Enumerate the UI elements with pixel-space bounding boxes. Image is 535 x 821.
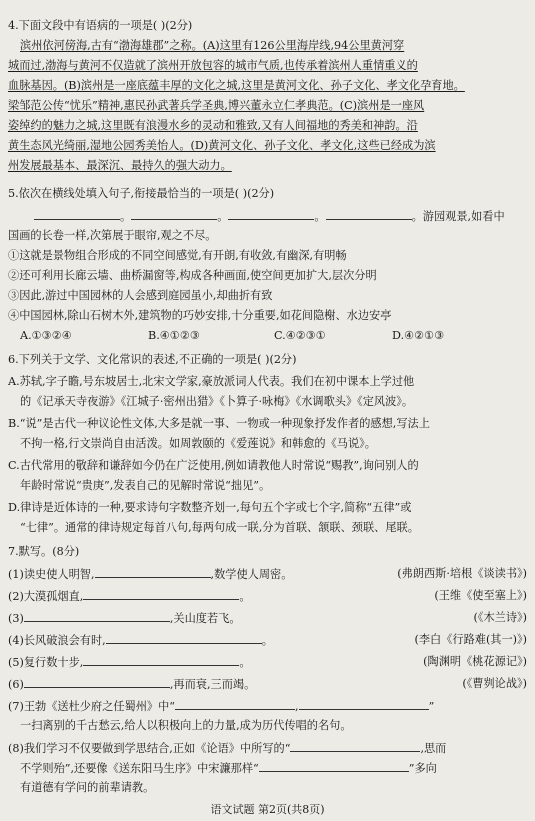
- q7-item-8-end: 有道德有学问的前辈请教。: [20, 781, 155, 794]
- q6-stem: 6.下列关于文学、文化常识的表述,不正确的一项是( )(2分): [8, 353, 297, 366]
- answer-blank[interactable]: [106, 632, 262, 644]
- answer-blank[interactable]: [299, 698, 429, 710]
- q7-item-2: (2)大漠孤烟直, 。 (王维《使至塞上》): [8, 589, 527, 603]
- q7-text: (7)王勃《送杜少府之任蜀州》中“: [8, 700, 176, 713]
- q7-source: (陶渊明《桃花源记》): [423, 655, 527, 668]
- q7-text: 不学则殆”,还要像《送东阳马生序》中宋濂那样“: [20, 762, 259, 775]
- q7-item-3: [8, 610, 527, 626]
- q6-option-d-2: “七律”。通常的律诗规定每首八句,每两句成一联,分为首联、颔联、颈联、尾联。: [20, 521, 419, 534]
- q7-text: (5)复行数十步,: [8, 656, 84, 669]
- q7-item-8-cont: [20, 760, 527, 776]
- answer-blank[interactable]: [24, 610, 170, 622]
- q7-text: ”: [428, 700, 435, 713]
- q5-sentence-2: ②还可利用长廊云墙、曲桥漏窗等,构成各种画面,使空间更加扩大,层次分明: [8, 269, 377, 282]
- q4-text: 姿绰约的魅力之城,这里既有浪漫水乡的灵动和雅致,又有人间福地的秀美和神韵。沿: [8, 119, 418, 132]
- blank[interactable]: [228, 208, 314, 220]
- q7-text: (6): [8, 678, 24, 691]
- answer-blank[interactable]: [83, 588, 239, 600]
- q5-line-1: 。 。 。 。游园观景,如看中: [8, 208, 527, 224]
- q7-item-7: [8, 698, 527, 714]
- q4-line-1: [20, 38, 527, 54]
- q6-option-b-2: 不拘一格,行文崇尚自由活泼。如周敦颐的《爱莲说》和韩愈的《马说》。: [20, 437, 376, 450]
- q4-text: 梁邹范公传“忧乐”精神,惠民孙武著兵学圣典,博兴董永立仁孝典范。(C)滨州是一座风: [8, 99, 425, 112]
- q7-text: (3): [8, 612, 24, 625]
- answer-blank[interactable]: [83, 654, 239, 666]
- q7-text: (1)读史使人明智,: [8, 568, 95, 581]
- blank[interactable]: [34, 208, 120, 220]
- q4-line-7: [8, 158, 527, 174]
- q7-source: (《曹刿论战》): [462, 677, 527, 690]
- answer-blank[interactable]: [290, 740, 420, 752]
- q7-text: ,再而衰,三而竭。: [169, 678, 256, 691]
- q4-line-6: [8, 138, 527, 154]
- q6-option-c-2: 年龄时常说“贵庚”,发表自己的见解时常说“拙见”。: [20, 479, 271, 492]
- q7-source: (弗朗西斯·培根《谈读书》): [397, 567, 527, 580]
- q7-stem: 7.默写。(8分): [8, 545, 80, 558]
- q7-text: (8)我们学习不仅要做到学思结合,正如《论语》中所写的“: [8, 742, 291, 755]
- q7-text: ,: [295, 700, 299, 713]
- q5-option-d: D.④②①③: [392, 329, 445, 342]
- blank[interactable]: [326, 208, 412, 220]
- q4-line-5: [8, 118, 527, 134]
- q7-source: (李白《行路难(其一)》): [414, 633, 527, 646]
- q7-source: (《木兰诗》): [473, 611, 527, 624]
- q5-sentence-1: ①这就是景物组合形成的不同空间感觉,有开朗,有收敛,有幽深,有明畅: [8, 249, 347, 262]
- q7-item-7-cont: 一扫离别的千古愁云,给人以积极向上的力量,成为历代传唱的名句。: [20, 719, 352, 732]
- q6-option-b-1: B.“说”是古代一种议论性文体,大多是就一事、一物或一种现象抒发作者的感想,写法上: [8, 417, 430, 430]
- answer-blank[interactable]: [24, 676, 170, 688]
- q5-options: [8, 328, 527, 344]
- q4-line-2: [8, 58, 527, 74]
- q4-text: 血脉基因。(B)滨州是一座底蕴丰厚的文化之城,这里是黄河文化、孙子文化、孝文化孕育地。: [8, 79, 465, 92]
- q5-line-2: 国画的长卷一样,次第展于眼帘,观之不尽。: [8, 229, 217, 242]
- page-footer: 语文试题 第2页(共8页): [210, 803, 325, 816]
- q7-text: ”多向: [408, 762, 437, 775]
- q7-item-4: (4)长风破浪会有时, 。 (李白《行路难(其一)》): [8, 633, 527, 647]
- q5-sentence-3: ③因此,游过中国园林的人会感到庭园虽小,却曲折有致: [8, 289, 273, 302]
- q4-text: 州发展最基本、最深沉、最持久的强大动力。: [8, 159, 232, 172]
- q7-text: (2)大漠孤烟直,: [8, 590, 84, 603]
- q6-option-c-1: C.古代常用的敬辞和谦辞如今仍在广泛使用,例如请教他人时常说“赐教”,询问别人的: [8, 459, 419, 472]
- q5-stem: 5.依次在横线处填入句子,衔接最恰当的一项是( )(2分): [8, 187, 275, 200]
- q4-text: 滨州依河傍海,古有“渤海雄郡”之称。(A)这里有126公里海岸线,94公里黄河穿: [20, 39, 405, 52]
- q5-text: 。游园观景,如看中: [411, 210, 505, 223]
- q5-option-b: B.④①②③: [148, 329, 200, 342]
- q7-item-6: [8, 676, 527, 692]
- q6-option-d-1: D.律诗是近体诗的一种,要求诗句字数整齐划一,每句五个字或七个字,简称“五律”或: [8, 501, 412, 514]
- q4-text: 黄生态风光绮丽,湿地公园秀美怡人。(D)黄河文化、孙子文化、孝文化,这些已经成为滨: [8, 139, 436, 152]
- q7-source: (王维《使至塞上》): [434, 589, 527, 602]
- answer-blank[interactable]: [95, 566, 211, 578]
- q7-item-8: [8, 740, 527, 756]
- q6-option-a-2: 的《记承天寺夜游》《江城子·密州出猎》《卜算子·咏梅》《水调歌头》《定风波》。: [20, 395, 414, 408]
- q7-item-5: (5)复行数十步, 。 (陶渊明《桃花源记》): [8, 655, 527, 669]
- q4-line-4: [8, 98, 527, 114]
- q6-option-a-1: A.苏轼,字子瞻,号东坡居士,北宋文学家,豪放派词人代表。我们在初中课本上学过他: [8, 375, 415, 388]
- q5-option-a: A.①③②④: [20, 329, 72, 342]
- q7-text: ,关山度若飞。: [169, 612, 241, 625]
- answer-blank[interactable]: [259, 760, 409, 772]
- q5-option-c: C.④②③①: [274, 329, 326, 342]
- answer-blank[interactable]: [175, 698, 295, 710]
- q7-item-1: [8, 566, 527, 582]
- q5-sentence-4: ④中国园林,除山石树木外,建筑物的巧妙安排,十分重要,如花间隐榭、水边安亭: [8, 309, 392, 322]
- q7-text: ,思而: [420, 742, 447, 755]
- q7-text: ,数学使人周密。: [210, 568, 293, 581]
- q4-line-3: [8, 78, 527, 94]
- q4-text: 城而过,渤海与黄河不仅造就了滨州开放包容的城市气质,也传承着滨州人重情重义的: [8, 59, 418, 72]
- blank[interactable]: [131, 208, 217, 220]
- q7-text: (4)长风破浪会有时,: [8, 634, 106, 647]
- q4-stem: 4.下面文段中有语病的一项是( )(2分): [8, 19, 193, 32]
